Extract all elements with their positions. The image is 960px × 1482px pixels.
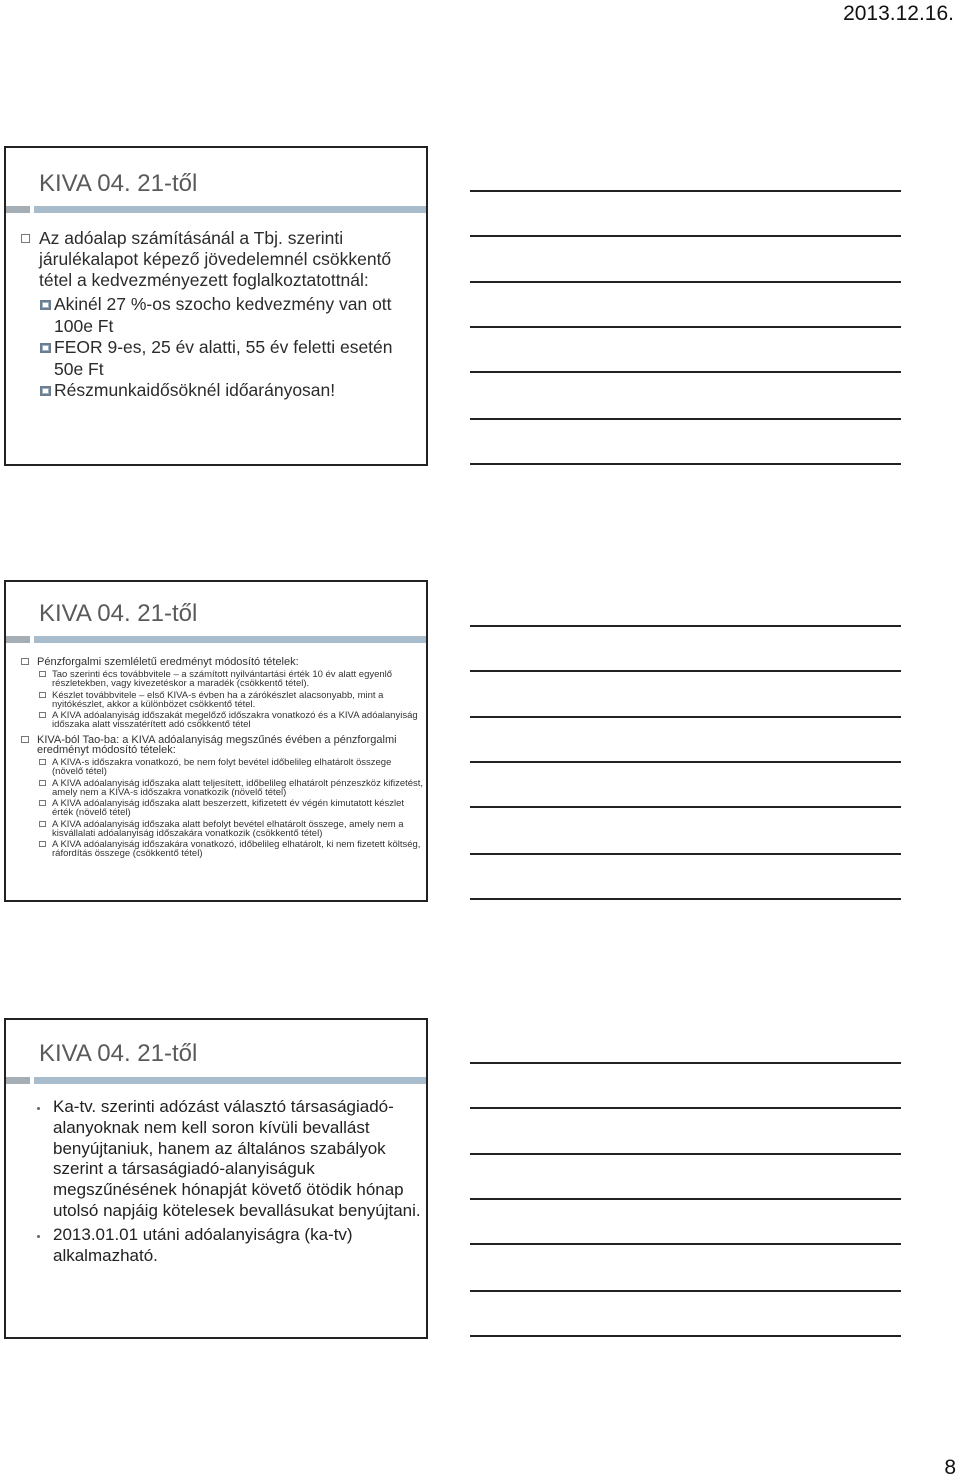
square-bullet-icon [21,234,30,243]
list-item [54,380,426,402]
bullet-text: A KIVA adóalanyiság időszakára vonatkozó, időbelileg elhatárolt, ki nem fizetett költség, ráfordítás összege (csökkentő tétel) [52,839,421,859]
title-underline-bar [6,206,426,213]
list-item [52,691,424,709]
list-item [52,799,424,817]
slide-1 [4,146,428,466]
dot-bullet-icon [37,1107,40,1110]
slide-2 [4,580,428,902]
bullet-text: KIVA-ból Tao-ba: a KIVA adóalanyiság megszűnés évében a pénzforgalmi eredményt módosító tételek: [37,734,397,756]
print-date: 2013.12.16. [843,2,954,25]
list-item [37,735,423,755]
square-bullet-icon [40,343,51,353]
list-item [52,779,424,797]
square-bullet-icon [39,841,46,847]
square-bullet-icon [40,386,51,396]
list-item [37,657,423,667]
bullet-text: Készlet továbbvitele – első KIVA-s évben ha a zárókészlet alacsonyabb, mint a nyitókészlet, akkor a különbözet csökkentő tétel. [52,689,384,710]
slide-title: KIVA 04. 21-től [39,170,198,197]
sub-bullet-list [37,670,423,729]
list-item [52,820,424,838]
bullet-text: A KIVA adóalanyiság időszaka alatt teljesített, időbelileg elhatárolt pénzeszköz kifizetést, amely nem a KIVA-s időszakra vonatkozik (növelő tétel) [52,777,424,798]
square-bullet-icon [39,759,46,765]
square-bullet-icon [40,300,51,310]
title-underline-bar [6,636,426,643]
page-number: 8 [944,1456,956,1479]
square-bullet-icon [39,800,46,806]
sub-bullet-list [54,294,426,402]
bullet-text: Pénzforgalmi szemléletű eredményt módosító tételek: [37,656,299,668]
bullet-text: Ka-tv. szerinti adózást választó társaságiadó-alanyoknak nem kell soron kívüli bevallást benyújtaniuk, hanem az általános szabályok szerint a társaságiadó-alanyiságuk megszűnésének hónapját követő ötödik hónap utolsó napjáig kötelesek bevallásukat benyújtani. [53,1097,421,1220]
slide-3 [4,1018,428,1339]
list-item [52,758,424,776]
square-bullet-icon [39,821,46,827]
list-item [39,228,424,291]
slide-title: KIVA 04. 21-től [39,1040,198,1067]
bullet-text: FEOR 9-es, 25 év alatti, 55 év feletti esetén 50e Ft [54,337,393,379]
slide-title: KIVA 04. 21-től [39,600,198,627]
list-item [52,840,424,858]
square-bullet-icon [39,671,46,677]
bullet-text: Az adóalap számításánál a Tbj. szerinti járulékalapot képező jövedelemnél csökkentő tétel a kedvezményezett foglalkoztatottnál: [39,228,392,290]
list-item [53,1097,423,1222]
title-underline-bar [6,1077,426,1084]
list-item [52,670,424,688]
bullet-text: Tao szerinti écs továbbvitele – a számított nyilvántartási érték 10 év alatt egyenlő részletekben, vagy kivezetéskor a maradék (csökkentő tétel). [52,669,393,689]
bullet-group [37,657,423,732]
bullet-text: Akinél 27 %-os szocho kedvezmény van ott 100e Ft [54,294,392,336]
bullet-list [53,1097,423,1269]
bullet-text: 2013.01.01 utáni adóalanyiságra (ka-tv) alkalmazható. [53,1224,353,1265]
bullet-text: Részmunkaidősöknél időarányosan! [54,380,336,400]
bullet-group [37,735,423,861]
square-bullet-icon [39,692,46,698]
list-item [52,711,424,729]
bullet-text: A KIVA adóalanyiság időszaka alatt befolyt bevétel elhatárolt összege, amely nem a kisvállalati adóalanyiság időszakára vonatkozik (csökkentő tétel) [52,818,404,839]
list-item [53,1225,423,1267]
dot-bullet-icon [37,1235,40,1238]
list-item [54,294,426,337]
list-item [54,337,426,380]
bullet-text: A KIVA adóalanyiság időszakát megelőző időszakra vonatkozó és a KIVA adóalanyiság időszaka alatt visszatérített adó csökkentő tétel [52,710,418,730]
bullet-text: A KIVA-s időszakra vonatkozó, be nem folyt bevétel időbelileg elhatárolt összege (növelő tétel) [52,757,392,777]
square-bullet-icon [21,658,29,665]
sub-bullet-list [37,758,423,858]
bullet-text: A KIVA adóalanyiság időszaka alatt beszerzett, kifizetett év végén kimutatott készlet érték (növelő tétel) [52,798,405,818]
bullet-list [39,228,424,291]
square-bullet-icon [39,712,46,718]
square-bullet-icon [21,736,29,743]
square-bullet-icon [39,780,46,786]
